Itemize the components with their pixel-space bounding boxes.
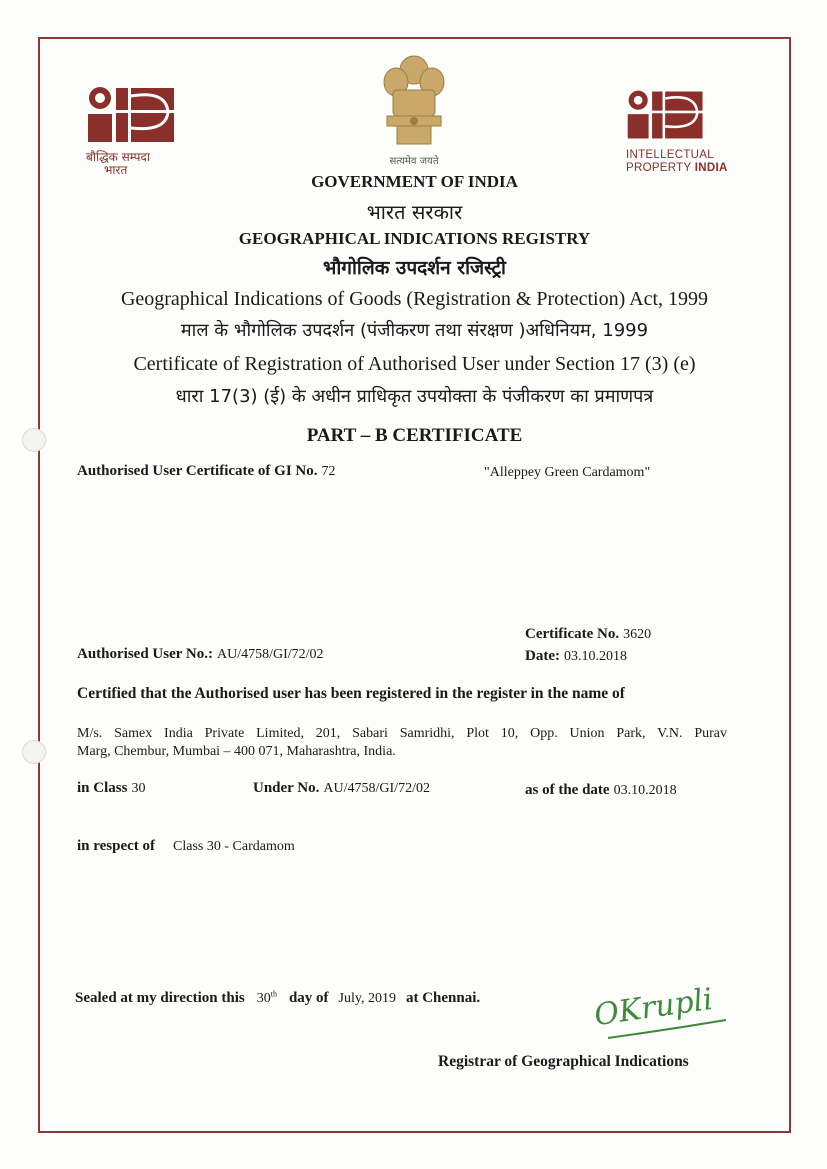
ip-logo-icon (626, 86, 706, 144)
under-number-line (253, 779, 430, 797)
respect-value: Class 30 - Cardamom (173, 839, 295, 854)
class-label: in Class (77, 780, 128, 796)
under-number: AU/4758/GI/72/02 (323, 781, 430, 796)
signature-underline (606, 1018, 730, 1042)
sealed-day (257, 991, 277, 1006)
gov-title-hi: भारत सरकार (366, 200, 463, 224)
sealed-place: at Chennai. (405, 990, 481, 1006)
cert-title-hi: धारा 17(3) (ई) के अधीन प्राधिकृत उपयोक्ता के पंजीकरण का प्रमाणपत्र (175, 386, 654, 407)
part-b-title: PART – B CERTIFICATE (306, 425, 523, 446)
certificate-number-line (525, 625, 651, 643)
as-of-date-line (525, 781, 677, 799)
sealed-day-number: 30 (256, 991, 271, 1006)
under-label: Under No. (253, 780, 320, 796)
gi-number: 72 (321, 464, 336, 479)
date-label: Date: (525, 648, 560, 664)
cert-no: 3620 (623, 627, 652, 642)
class-number: 30 (131, 781, 146, 796)
ip-logo-icon (86, 86, 178, 144)
authorised-user-number-line (77, 645, 324, 663)
gi-label: Authorised User Certificate of GI No. (77, 463, 318, 479)
day-of-label: day of (288, 990, 329, 1006)
sealed-month: July, 2019 (338, 991, 396, 1006)
registrar-signature: OKrupli (592, 981, 715, 1034)
class-line (77, 779, 145, 797)
national-emblem (378, 52, 450, 168)
address-line2: Marg, Chembur, Mumbai – 400 071, Maharashtra, India. (77, 744, 396, 759)
address-line1: M/s. Samex India Private Limited, 201, Sabari Samridhi, Plot 10, Opp. Union Park, V.N. Purav (77, 726, 727, 741)
respect-label: in respect of (77, 838, 156, 854)
au-no-label: Authorised User No.: (77, 646, 213, 662)
punch-hole (22, 740, 46, 764)
cert-title-en: Certificate of Registration of Authorised User under Section 17 (3) (e) (133, 353, 696, 375)
sealed-day-suffix: th (270, 989, 277, 999)
right-logo-line2: PROPERTY (626, 162, 692, 174)
as-of-date: 03.10.2018 (613, 783, 677, 798)
registrant-address (77, 725, 727, 761)
lion-capital-icon (379, 52, 449, 148)
left-logo-line2: भारत (104, 163, 128, 177)
sealed-label: Sealed at my direction this (75, 990, 245, 1006)
right-logo-line1: INTELLECTUAL (626, 149, 714, 161)
left-logo-line1: बौद्धिक सम्पदा (86, 150, 150, 164)
as-of-label: as of the date (525, 782, 610, 798)
act-title-en: Geographical Indications of Goods (Registration & Protection) Act, 1999 (120, 288, 709, 310)
right-logo-india: INDIA (694, 162, 728, 174)
date-line (525, 647, 627, 665)
ip-india-logo-hindi (86, 86, 186, 177)
cert-no-label: Certificate No. (525, 626, 620, 642)
gi-name: "Alleppey Green Cardamom" (484, 465, 651, 480)
gi-number-line (77, 462, 336, 480)
certified-statement: Certified that the Authorised user has been registered in the register in the name of (77, 685, 625, 702)
gov-title-en: GOVERNMENT OF INDIA (311, 172, 518, 191)
au-no: AU/4758/GI/72/02 (216, 647, 324, 662)
date-value: 03.10.2018 (563, 649, 627, 664)
ip-india-logo-english (626, 86, 766, 176)
registrar-title: Registrar of Geographical Indications (438, 1053, 689, 1070)
emblem-motto: सत्यमेव जयते (389, 156, 439, 167)
registry-title-hi: भौगोलिक उपदर्शन रजिस्ट्री (323, 257, 506, 279)
registry-title-en: GEOGRAPHICAL INDICATIONS REGISTRY (238, 229, 591, 248)
act-title-hi: माल के भौगोलिक उपदर्शन (पंजीकरण तथा संरक्षण )अधिनियम, 1999 (180, 320, 649, 341)
respect-line (77, 837, 295, 855)
sealed-line (75, 989, 480, 1007)
